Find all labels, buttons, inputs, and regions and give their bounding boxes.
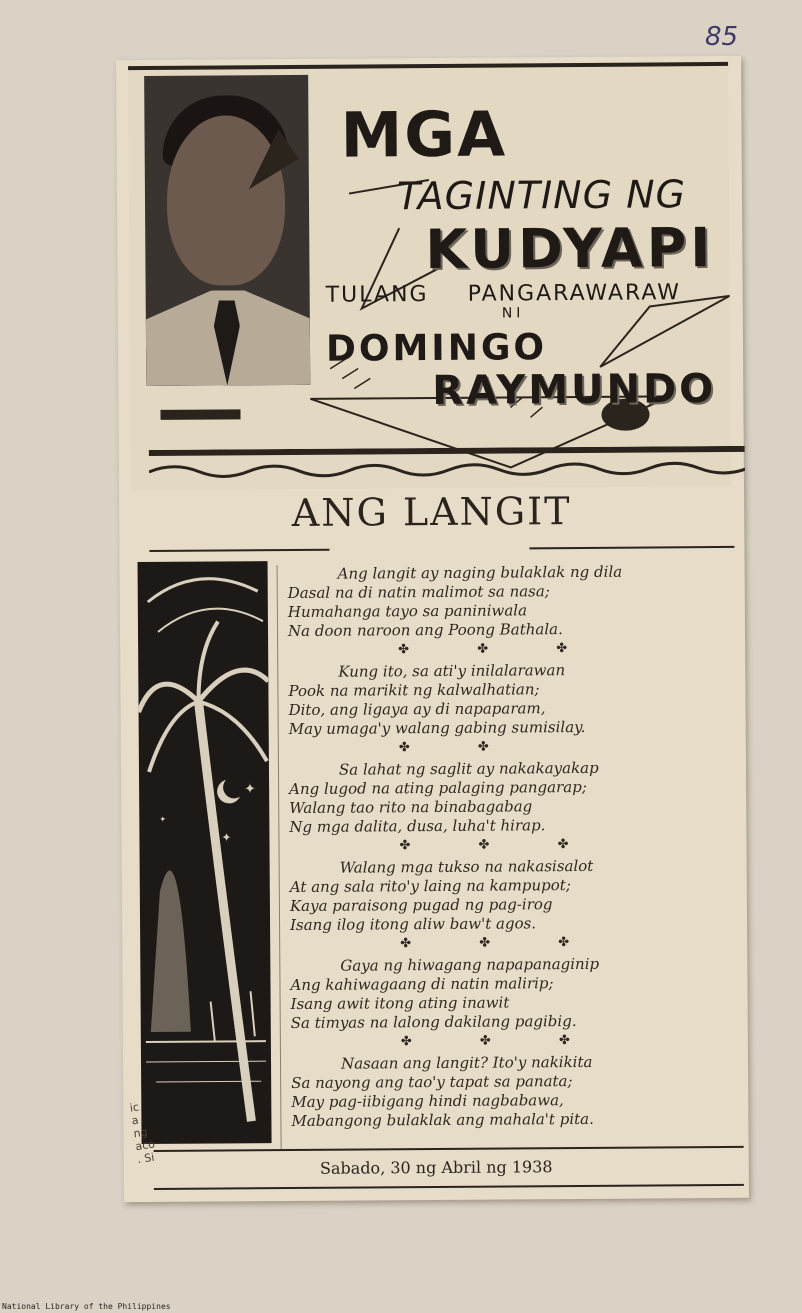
- poem-line: Ang kahiwagaang di natin malirip;: [290, 974, 554, 994]
- title-kudyapi: KUDYAPI: [425, 216, 715, 282]
- page-number: 85: [705, 22, 739, 52]
- stanza-ornament: ✤ ✤ ✤: [398, 640, 600, 658]
- svg-text:✦: ✦: [221, 830, 232, 845]
- poem-line: Dasal na di natin malimot sa nasa;: [287, 582, 550, 603]
- wave-divider: [149, 446, 745, 486]
- title-taginting: TAGINTING NG: [396, 172, 687, 219]
- poem-line: Pook na marikit ng kalwalhatian;: [288, 680, 540, 701]
- poem-line: Ang lugod na ating palaging pangarap;: [289, 777, 587, 799]
- stanza: [290, 954, 741, 1053]
- poem-line: Sa nayong ang tao'y tapat sa panata;: [291, 1072, 573, 1092]
- poem-line: Walang tao rito na binabagabag: [289, 797, 533, 818]
- poem-line: Sa lahat ng saglit ay nakakayakap: [338, 758, 599, 779]
- poem-line: Gaya ng hiwagang napapanaginip: [340, 954, 600, 975]
- poem-line: May umaga'y walang gabing sumisilay.: [288, 717, 586, 739]
- palm-tree-illustration: [138, 561, 272, 1144]
- footer-rule-top: [154, 1146, 744, 1152]
- stanza: [288, 562, 739, 661]
- poem-line: Ang langit ay naging bulaklak ng dila: [337, 562, 623, 583]
- footer-rule-bottom: [154, 1184, 744, 1190]
- column-divider: [277, 565, 282, 1149]
- poem-line: Ng mga dalita, dusa, luha't hirap.: [289, 816, 546, 837]
- stanza: [291, 1052, 742, 1131]
- poem-body: [288, 562, 742, 1133]
- title-mga: MGA: [340, 97, 508, 172]
- stanza-ornament: ✤ ✤ ✤: [400, 934, 602, 952]
- torn-edge-text: ic a ng aco . Si: [128, 1100, 156, 1167]
- stanza: [290, 856, 741, 955]
- newspaper-clipping: [116, 56, 749, 1202]
- svg-text:✦: ✦: [244, 781, 256, 798]
- poem-line: Nasaan ang langit? Ito'y nakikita: [340, 1052, 593, 1073]
- stanza-ornament: ✤ ✤ ✤: [400, 1032, 602, 1050]
- title-rule-right: [529, 546, 734, 549]
- poem-line: Sa timyas na lalong dakilang pagibig.: [290, 1012, 577, 1032]
- subtitle-tulang: TULANG: [325, 282, 429, 308]
- author-first-name: DOMINGO: [325, 327, 548, 370]
- poem-line: Walang mga tukso na nakasisalot: [339, 856, 594, 877]
- poem-line: Isang awit itong ating inawit: [290, 993, 510, 1013]
- title-rule-left: [149, 549, 329, 552]
- poem-line: Kaya paraisong pugad ng pag-irog: [289, 895, 553, 916]
- svg-text:✦: ✦: [159, 814, 167, 824]
- stanza-ornament: ✤ ✤: [398, 739, 521, 756]
- stanza: [288, 660, 739, 759]
- column-header: [128, 62, 731, 490]
- dateline: Sabado, 30 ng Abril ng 1938: [319, 1157, 553, 1178]
- subtitle-pangarawaraw: PANGARAWARAW: [467, 280, 682, 307]
- stanza: [289, 758, 740, 857]
- poem-line: Isang ilog itong aliw baw't agos.: [290, 914, 537, 935]
- poem-line: Dito, ang ligaya ay di napaparam,: [288, 699, 546, 720]
- poem-title: ANG LANGIT: [291, 489, 572, 535]
- poem-line: Na doon naroon ang Poong Bathala.: [287, 620, 563, 641]
- poem-line: Kung ito, sa ati'y inilalarawan: [338, 661, 566, 681]
- poem-line: Humahanga tayo sa paniniwala: [287, 601, 528, 622]
- archive-credit: National Library of the Philippines: [2, 1302, 171, 1311]
- author-last-name: RAYMUNDO: [432, 366, 717, 414]
- poem-line: Mabangong bulaklak ang mahala't pita.: [291, 1109, 594, 1130]
- subtitle-ni: NI: [501, 305, 525, 322]
- poem-line: At ang sala rito'y laing na kampupot;: [289, 876, 571, 897]
- stanza-ornament: ✤ ✤ ✤: [399, 836, 601, 854]
- poem-line: May pag-iibigang hindi nagbabawa,: [291, 1091, 564, 1111]
